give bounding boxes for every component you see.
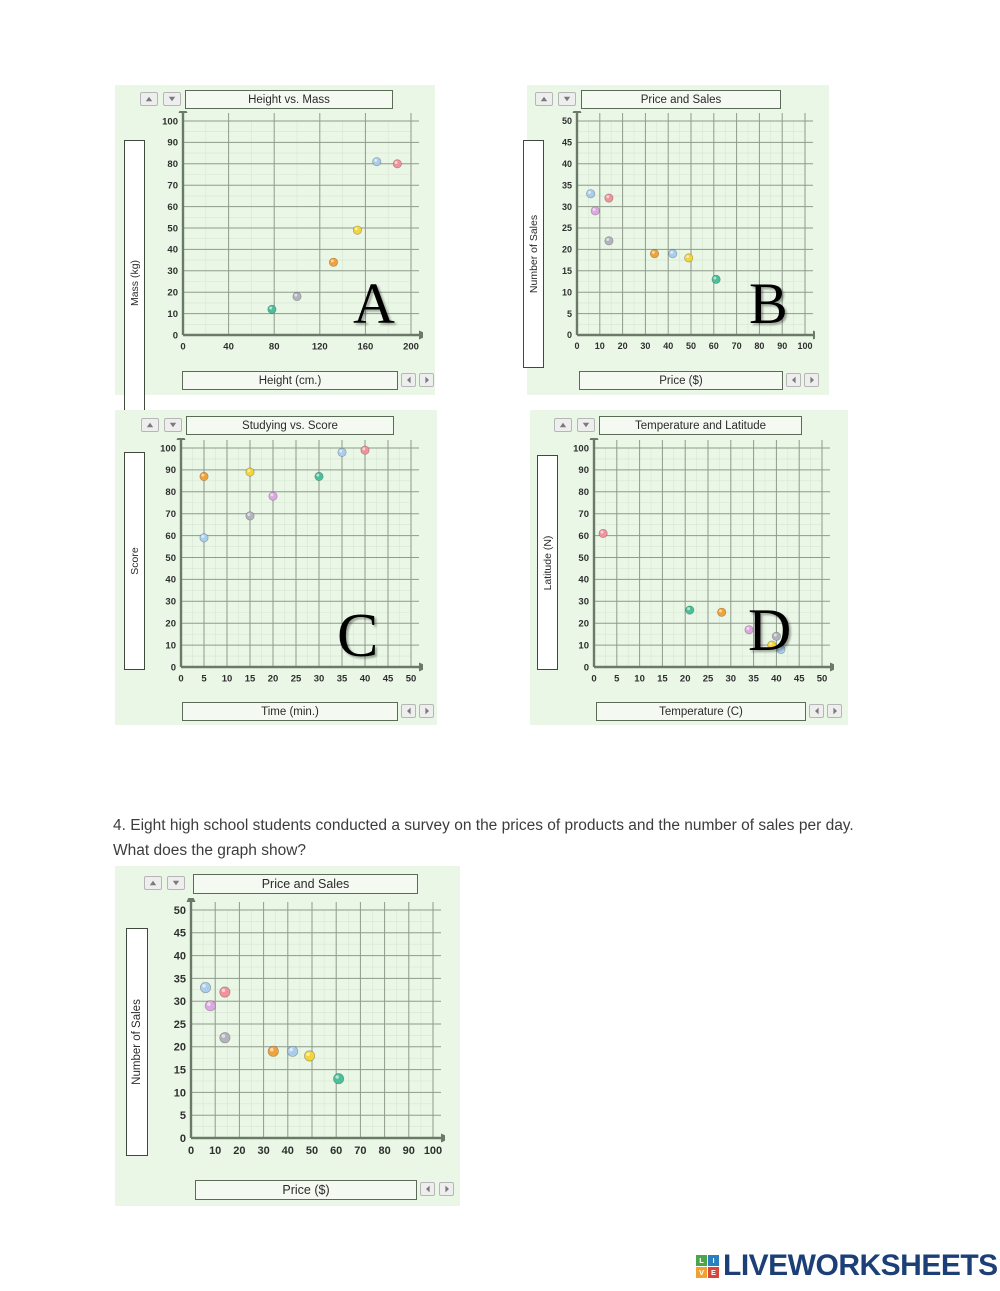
svg-text:15: 15 xyxy=(657,673,668,685)
svg-text:10: 10 xyxy=(578,640,589,652)
svg-text:40: 40 xyxy=(165,574,176,586)
svg-text:25: 25 xyxy=(290,673,302,685)
chart-letter-D: D xyxy=(748,597,792,663)
svg-text:10: 10 xyxy=(561,287,572,298)
svg-text:10: 10 xyxy=(221,673,233,685)
y-axis-label-bottom: Number of Sales xyxy=(131,999,143,1085)
svg-text:40: 40 xyxy=(281,1145,294,1157)
logo-tile-e: E xyxy=(708,1267,719,1278)
svg-text:40: 40 xyxy=(561,158,572,169)
svg-text:5: 5 xyxy=(179,1110,186,1123)
svg-text:70: 70 xyxy=(578,509,589,521)
svg-text:35: 35 xyxy=(173,973,186,986)
svg-text:50: 50 xyxy=(173,904,186,917)
svg-text:40: 40 xyxy=(663,341,674,351)
svg-text:40: 40 xyxy=(578,574,589,586)
chart-title-text-D: Temperature and Latitude xyxy=(634,419,767,432)
svg-text:0: 0 xyxy=(172,330,178,342)
x-axis-label-C: Time (min.) xyxy=(261,705,319,718)
y-axis-label-box-bottom[interactable] xyxy=(126,928,148,1156)
svg-text:45: 45 xyxy=(173,927,186,940)
y-axis-label-box-D[interactable] xyxy=(537,455,558,670)
svg-text:45: 45 xyxy=(793,673,805,685)
scroll-right-button-B[interactable] xyxy=(804,373,819,387)
svg-text:90: 90 xyxy=(578,465,589,477)
spin-down-button-B[interactable] xyxy=(558,92,576,106)
chart-panel-D xyxy=(530,410,848,725)
svg-text:100: 100 xyxy=(162,116,178,128)
svg-text:15: 15 xyxy=(561,265,572,276)
y-axis-label-D: Latitude (N) xyxy=(541,535,554,590)
chart-title-A[interactable] xyxy=(185,90,393,109)
svg-text:0: 0 xyxy=(187,1145,195,1157)
svg-text:70: 70 xyxy=(354,1145,367,1157)
svg-text:60: 60 xyxy=(167,201,178,213)
svg-text:60: 60 xyxy=(578,530,589,542)
scroll-left-button-bottom[interactable] xyxy=(420,1182,435,1196)
svg-text:35: 35 xyxy=(748,673,759,685)
svg-text:50: 50 xyxy=(578,552,589,564)
svg-text:40: 40 xyxy=(771,673,782,685)
liveworksheets-logo xyxy=(696,1249,998,1283)
svg-text:45: 45 xyxy=(382,673,394,685)
svg-text:80: 80 xyxy=(578,487,589,499)
chart-panel-C xyxy=(115,410,437,725)
chart-title-text-bottom: Price and Sales xyxy=(261,877,350,891)
y-axis-label-C: Score xyxy=(128,547,141,575)
plot-area-C xyxy=(151,438,423,693)
chart-title-C[interactable] xyxy=(186,416,394,435)
y-axis-label-box-C[interactable] xyxy=(124,452,145,670)
svg-text:35: 35 xyxy=(336,673,348,685)
svg-text:0: 0 xyxy=(170,662,176,674)
svg-text:60: 60 xyxy=(165,530,176,542)
svg-text:50: 50 xyxy=(685,341,697,351)
svg-text:100: 100 xyxy=(160,443,176,455)
svg-text:0: 0 xyxy=(566,330,572,341)
svg-text:30: 30 xyxy=(173,996,186,1009)
svg-text:10: 10 xyxy=(165,640,176,652)
chart-letter-C: C xyxy=(337,602,379,670)
svg-text:80: 80 xyxy=(165,487,176,499)
svg-text:90: 90 xyxy=(167,137,178,149)
svg-text:30: 30 xyxy=(257,1145,270,1157)
svg-text:0: 0 xyxy=(591,673,597,685)
svg-text:50: 50 xyxy=(305,1145,319,1157)
svg-text:70: 70 xyxy=(167,180,178,192)
svg-text:5: 5 xyxy=(614,673,620,685)
chart-title-D[interactable] xyxy=(599,416,802,435)
svg-text:80: 80 xyxy=(378,1145,391,1157)
svg-text:50: 50 xyxy=(405,673,417,685)
x-axis-label-B: Price ($) xyxy=(659,374,703,387)
x-axis-label-box-D[interactable] xyxy=(596,702,806,721)
svg-text:15: 15 xyxy=(173,1064,186,1077)
chart-title-bottom[interactable] xyxy=(193,874,418,894)
svg-text:80: 80 xyxy=(754,341,765,351)
svg-text:90: 90 xyxy=(165,465,176,477)
svg-text:100: 100 xyxy=(797,341,813,351)
question-4-text: 4. Eight high school students conducted a survey on the prices of products and the number of sales per day. What does the graph show? xyxy=(113,817,854,859)
spin-up-button-bottom[interactable] xyxy=(144,876,162,890)
svg-text:30: 30 xyxy=(578,596,589,608)
svg-text:0: 0 xyxy=(180,341,186,353)
x-axis-label-A: Height (cm.) xyxy=(258,374,322,387)
spin-down-button-A[interactable] xyxy=(163,92,181,106)
svg-text:5: 5 xyxy=(566,308,572,319)
plot-area-D xyxy=(564,438,834,693)
svg-text:0: 0 xyxy=(178,673,184,685)
logo-tile-l: L xyxy=(696,1255,707,1266)
svg-text:90: 90 xyxy=(402,1145,415,1157)
svg-text:50: 50 xyxy=(165,552,176,564)
svg-text:90: 90 xyxy=(777,341,788,351)
svg-text:5: 5 xyxy=(201,673,207,685)
svg-text:30: 30 xyxy=(640,341,651,351)
svg-text:80: 80 xyxy=(268,341,280,353)
y-axis-label-A: Mass (kg) xyxy=(128,259,141,306)
svg-text:0: 0 xyxy=(583,662,589,674)
svg-text:20: 20 xyxy=(167,287,178,299)
svg-text:70: 70 xyxy=(731,341,742,351)
svg-text:20: 20 xyxy=(679,673,691,685)
svg-text:40: 40 xyxy=(223,341,234,353)
scroll-right-button-C[interactable] xyxy=(419,704,434,718)
scroll-right-button-bottom[interactable] xyxy=(439,1182,454,1196)
x-axis-label-box-bottom[interactable] xyxy=(195,1180,417,1200)
svg-text:20: 20 xyxy=(165,618,176,630)
x-axis-label-box-C[interactable] xyxy=(182,702,398,721)
svg-text:100: 100 xyxy=(423,1145,443,1157)
x-axis-label-box-B[interactable] xyxy=(579,371,783,390)
scroll-left-button-A[interactable] xyxy=(401,373,416,387)
spin-down-button-bottom[interactable] xyxy=(167,876,185,890)
svg-text:40: 40 xyxy=(167,244,178,256)
svg-text:30: 30 xyxy=(165,596,176,608)
logo-tile-i: I xyxy=(708,1255,719,1266)
x-axis-label-box-A[interactable] xyxy=(182,371,398,390)
svg-text:60: 60 xyxy=(330,1145,343,1157)
plot-area-bottom xyxy=(155,898,445,1168)
svg-text:25: 25 xyxy=(561,223,572,234)
svg-text:20: 20 xyxy=(233,1145,246,1157)
chart-panel-B xyxy=(527,85,829,395)
spin-up-button-C[interactable] xyxy=(141,418,159,432)
svg-text:20: 20 xyxy=(267,673,279,685)
spin-up-button-B[interactable] xyxy=(535,92,553,106)
svg-text:20: 20 xyxy=(578,618,589,630)
svg-text:50: 50 xyxy=(561,116,572,127)
svg-text:20: 20 xyxy=(173,1041,186,1054)
svg-text:30: 30 xyxy=(725,673,737,685)
svg-text:30: 30 xyxy=(561,201,572,212)
svg-text:200: 200 xyxy=(403,341,419,353)
svg-text:100: 100 xyxy=(573,443,589,455)
liveworksheets-wordmark: LIVEWORKSHEETS xyxy=(723,1249,998,1282)
liveworksheets-icon xyxy=(696,1255,719,1278)
svg-text:120: 120 xyxy=(311,341,328,353)
svg-text:10: 10 xyxy=(173,1087,186,1100)
svg-text:10: 10 xyxy=(634,673,645,685)
logo-tile-v: V xyxy=(696,1267,707,1278)
svg-text:10: 10 xyxy=(167,308,178,320)
svg-text:30: 30 xyxy=(313,673,325,685)
chart-title-B[interactable] xyxy=(581,90,781,109)
spin-down-button-D[interactable] xyxy=(577,418,595,432)
y-axis-label-B: Number of Sales xyxy=(527,214,540,294)
x-axis-label-bottom: Price ($) xyxy=(282,1183,330,1197)
svg-text:0: 0 xyxy=(574,341,580,351)
svg-text:10: 10 xyxy=(594,341,605,351)
chart-title-text-A: Height vs. Mass xyxy=(248,93,330,106)
spin-up-button-A[interactable] xyxy=(140,92,158,106)
spin-up-button-D[interactable] xyxy=(554,418,572,432)
svg-text:15: 15 xyxy=(244,673,256,685)
scroll-left-button-D[interactable] xyxy=(809,704,824,718)
svg-text:40: 40 xyxy=(173,950,186,963)
svg-text:70: 70 xyxy=(165,509,176,521)
svg-text:40: 40 xyxy=(359,673,371,685)
chart-title-text-C: Studying vs. Score xyxy=(242,419,338,432)
svg-text:25: 25 xyxy=(702,673,714,685)
chart-title-text-B: Price and Sales xyxy=(640,93,722,106)
spin-down-button-C[interactable] xyxy=(164,418,182,432)
y-axis-label-box-A[interactable] xyxy=(124,140,145,425)
svg-text:60: 60 xyxy=(708,341,719,351)
svg-text:20: 20 xyxy=(617,341,628,351)
svg-text:45: 45 xyxy=(561,137,572,148)
chart-letter-B: B xyxy=(749,271,788,336)
svg-text:160: 160 xyxy=(357,341,374,353)
scroll-left-button-B[interactable] xyxy=(786,373,801,387)
svg-text:50: 50 xyxy=(816,673,828,685)
svg-text:10: 10 xyxy=(209,1145,222,1157)
chart-panel-A xyxy=(115,85,435,395)
svg-text:25: 25 xyxy=(173,1018,186,1031)
svg-text:0: 0 xyxy=(179,1132,186,1145)
chart-panel-bottom xyxy=(115,866,460,1206)
scroll-left-button-C[interactable] xyxy=(401,704,416,718)
svg-text:35: 35 xyxy=(561,180,572,191)
y-axis-label-box-B[interactable] xyxy=(523,140,544,368)
svg-text:20: 20 xyxy=(561,244,572,255)
scroll-right-button-D[interactable] xyxy=(827,704,842,718)
chart-letter-A: A xyxy=(353,271,395,336)
svg-text:80: 80 xyxy=(167,159,178,171)
svg-text:30: 30 xyxy=(167,266,178,278)
scroll-right-button-A[interactable] xyxy=(419,373,434,387)
x-axis-label-D: Temperature (C) xyxy=(659,705,743,718)
svg-text:50: 50 xyxy=(167,223,178,235)
